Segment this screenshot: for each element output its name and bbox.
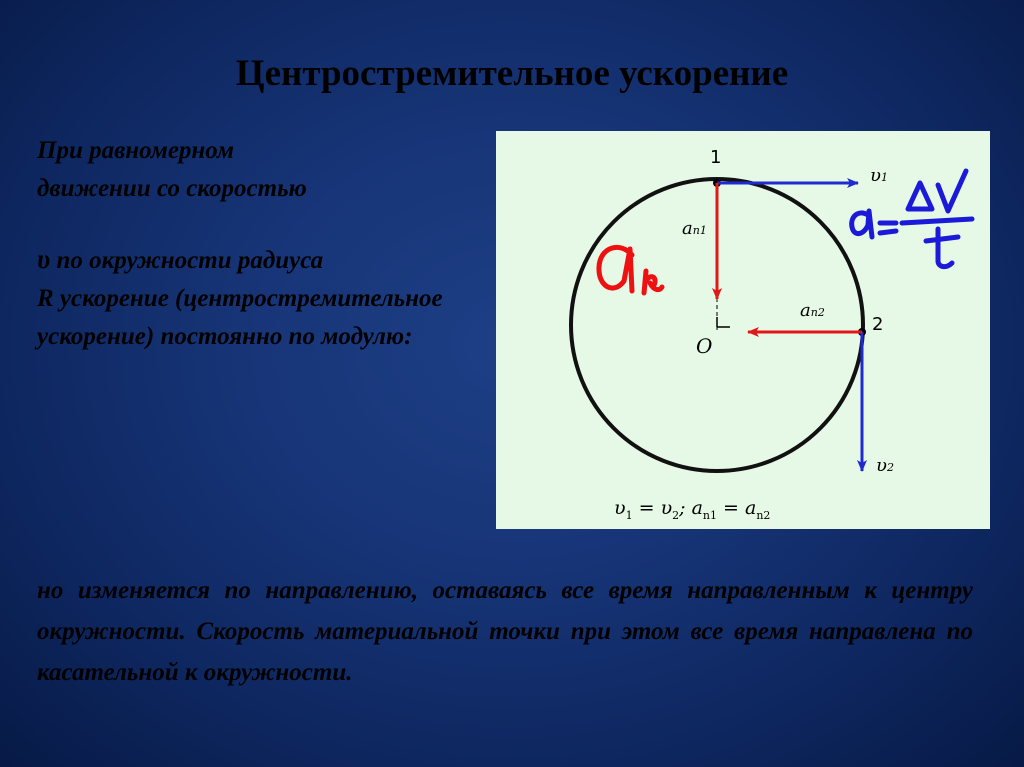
formula-separator: ;: [679, 497, 692, 519]
a2-label: [800, 301, 825, 323]
intro-line-1: При равномерном: [37, 137, 234, 164]
a2-symbol: a: [800, 300, 811, 321]
intro-line-2: движении со скоростью: [37, 175, 307, 202]
formula-v2-sub: 2: [672, 508, 680, 522]
a1-label: [682, 219, 707, 241]
equality-formula: [614, 497, 770, 527]
intro-continuation: [37, 240, 457, 356]
center-label: O: [696, 334, 713, 358]
formula-eq-1: =: [632, 497, 661, 519]
handwritten-an-note: [599, 247, 662, 293]
v1-symbol: υ: [870, 165, 881, 186]
a1-subscript: n1: [692, 224, 707, 237]
circular-motion-diagram: [496, 131, 990, 529]
intro-line-3: по окружности радиуса: [50, 247, 324, 274]
velocity-symbol: υ: [37, 244, 51, 274]
circular-motion-figure: [496, 131, 990, 529]
a2-subscript: n2: [810, 306, 825, 319]
conclusion-text: но изменяется по направлению, оставаясь все время направленным к центру окружности. Скорость материальной точки при этом все время направлена по касательной к окружности.: [37, 577, 973, 686]
intro-text: [37, 132, 447, 208]
v2-symbol: υ: [876, 455, 887, 476]
formula-eq-2: =: [717, 497, 745, 519]
intro-line-4: R ускорение (центростремительное ускорение) постоянно по модулю:: [37, 285, 443, 350]
formula-v1-sub: 1: [625, 508, 633, 522]
formula-v2: υ: [660, 497, 673, 519]
formula-a1: a: [691, 497, 703, 519]
a1-symbol: a: [682, 218, 693, 239]
formula-a2: a: [745, 497, 757, 519]
v1-subscript: 1: [880, 171, 888, 184]
formula-v1: υ: [614, 497, 626, 519]
formula-a1-sub: n1: [702, 508, 717, 522]
v1-label: [870, 166, 888, 188]
point-1-label: 1: [710, 147, 722, 168]
formula-a2-sub: n2: [756, 508, 771, 522]
slide-title: Центростремительное ускорение: [235, 53, 789, 94]
v2-label: [876, 456, 894, 478]
v2-subscript: 2: [886, 461, 894, 474]
point-2-label: 2: [872, 314, 884, 335]
